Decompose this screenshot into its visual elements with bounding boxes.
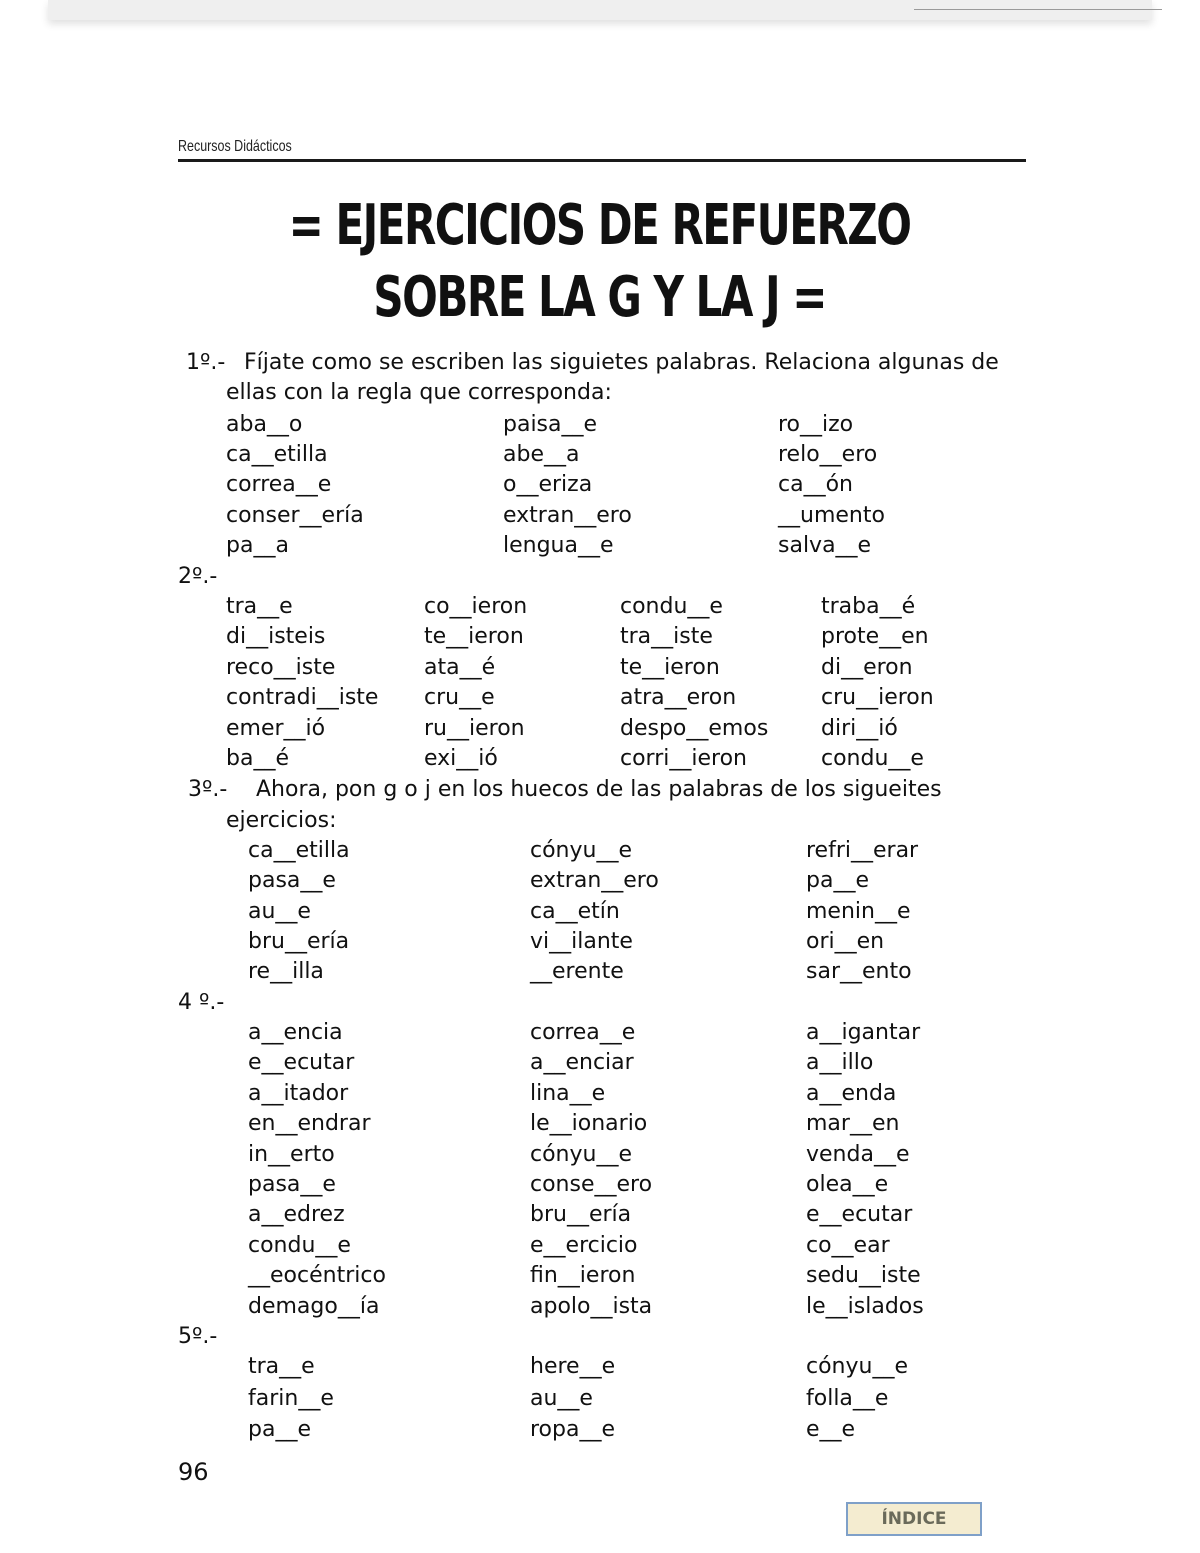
exercise-3-word: extran__ero xyxy=(530,868,659,894)
exercise-5-word: cónyu__e xyxy=(806,1354,908,1379)
exercise-4-word: olea__e xyxy=(806,1172,889,1197)
exercise-4-word: __eocéntrico xyxy=(248,1263,386,1289)
exercise-1-instruction-line-2: ellas con la regla que corresponda: xyxy=(226,380,612,405)
exercise-3-word: ori__en xyxy=(806,928,885,954)
exercise-1-word: relo__ero xyxy=(778,442,878,468)
header-rule xyxy=(178,159,1026,162)
exercise-5-word: e__e xyxy=(806,1417,856,1442)
exercise-2-word: te__ieron xyxy=(424,624,524,650)
exercise-5-word: pa__e xyxy=(248,1417,311,1442)
exercise-3-word: pasa__e xyxy=(248,868,336,894)
exercise-3-word: ca__etín xyxy=(530,898,620,924)
exercise-1-word: extran__ero xyxy=(503,502,632,528)
exercise-1-word: ro__izo xyxy=(778,412,854,437)
exercise-4-word: a__enda xyxy=(806,1080,897,1106)
exercise-3-instruction-line-2: ejercicios: xyxy=(226,808,337,833)
exercise-1-word: lengua__e xyxy=(503,532,614,558)
exercise-4-word: condu__e xyxy=(248,1232,351,1258)
exercise-4-word: a__enciar xyxy=(530,1050,634,1076)
exercise-4-label: 4 º.- xyxy=(178,990,225,1015)
exercise-2-word: ba__é xyxy=(226,746,289,771)
exercise-4-word: a__itador xyxy=(248,1080,349,1106)
exercise-2-word: tra__iste xyxy=(620,624,713,650)
exercise-3-label: 3º.- xyxy=(188,777,228,802)
exercise-5-word: au__e xyxy=(530,1385,593,1411)
exercise-1-word: pa__a xyxy=(226,532,289,558)
exercise-3-word: __erente xyxy=(530,959,624,985)
exercise-2-word: traba__é xyxy=(821,594,916,619)
page-title-line-2: SOBRE LA G Y LA J = xyxy=(373,265,827,330)
exercise-5-word: farin__e xyxy=(248,1385,334,1411)
exercise-1-word: correa__e xyxy=(226,472,332,498)
exercise-4-word: correa__e xyxy=(530,1020,636,1045)
exercise-1-word: aba__o xyxy=(226,412,303,437)
exercise-1-word: o__eriza xyxy=(503,472,593,498)
exercise-3-word: ca__etilla xyxy=(248,838,350,863)
exercise-3-word: sar__ento xyxy=(806,959,912,985)
exercise-4-word: co__ear xyxy=(806,1232,890,1258)
exercise-2-word: cru__e xyxy=(424,685,495,711)
exercise-4-word: fin__ieron xyxy=(530,1263,636,1289)
exercise-1-instruction-line-1: Fíjate como se escriben las siguietes palabras. Relaciona algunas de xyxy=(244,350,999,375)
exercise-3-word: refri__erar xyxy=(806,838,919,863)
exercise-4-word: en__endrar xyxy=(248,1111,371,1137)
exercise-4-word: le__ionario xyxy=(530,1111,648,1137)
exercise-4-word: a__encia xyxy=(248,1020,343,1045)
exercise-5-word: here__e xyxy=(530,1354,616,1379)
exercise-4-word: lina__e xyxy=(530,1080,606,1106)
exercise-3-word: re__illa xyxy=(248,959,324,985)
toolbar-divider xyxy=(914,9,1162,10)
exercise-2-word: co__ieron xyxy=(424,594,528,619)
exercise-4-word: conse__ero xyxy=(530,1172,653,1197)
exercise-4-word: pasa__e xyxy=(248,1172,336,1197)
exercise-2-word: condu__e xyxy=(821,746,924,771)
exercise-2-label: 2º.- xyxy=(178,564,218,589)
exercise-3-word: pa__e xyxy=(806,868,869,894)
exercise-2-word: emer__ió xyxy=(226,715,326,741)
exercise-4-word: e__ercicio xyxy=(530,1232,638,1258)
exercise-5-word: tra__e xyxy=(248,1354,315,1379)
exercise-3-word: vi__ilante xyxy=(530,928,633,954)
exercise-2-word: atra__eron xyxy=(620,685,737,711)
exercise-3-word: cónyu__e xyxy=(530,838,632,863)
exercise-1-word: ca__ón xyxy=(778,472,853,498)
exercise-2-word: contradi__iste xyxy=(226,685,379,711)
exercise-2-word: tra__e xyxy=(226,594,293,619)
exercise-2-word: cru__ieron xyxy=(821,685,934,711)
exercise-3-word: menin__e xyxy=(806,898,911,924)
exercise-4-word: demago__ía xyxy=(248,1293,380,1319)
exercise-2-word: di__isteis xyxy=(226,624,326,650)
exercise-1-word: ca__etilla xyxy=(226,442,328,468)
exercise-4-word: a__igantar xyxy=(806,1020,921,1045)
exercise-1-word: paisa__e xyxy=(503,412,598,437)
running-header: Recursos Didácticos xyxy=(178,138,292,155)
exercise-2-word: condu__e xyxy=(620,594,723,619)
exercise-4-word: e__ecutar xyxy=(806,1202,913,1228)
exercise-4-word: a__edrez xyxy=(248,1202,345,1228)
exercise-1-word: conser__ería xyxy=(226,502,364,528)
exercise-1-word: salva__e xyxy=(778,532,872,558)
exercise-2-word: diri__ió xyxy=(821,715,898,741)
index-button[interactable]: ÍNDICE xyxy=(846,1502,982,1536)
exercise-2-word: di__eron xyxy=(821,654,913,680)
exercise-4-word: sedu__iste xyxy=(806,1263,921,1289)
exercise-5-word: folla__e xyxy=(806,1385,889,1411)
exercise-4-word: bru__ería xyxy=(530,1202,632,1228)
exercise-4-word: venda__e xyxy=(806,1141,910,1167)
exercise-5-word: ropa__e xyxy=(530,1417,616,1442)
exercise-1-label: 1º.- xyxy=(186,350,226,375)
exercise-4-word: a__illo xyxy=(806,1050,874,1076)
exercise-3-instruction-line-1: Ahora, pon g o j en los huecos de las palabras de los sigueites xyxy=(256,777,942,802)
exercise-4-word: e__ecutar xyxy=(248,1050,355,1076)
exercise-1-word: abe__a xyxy=(503,442,580,468)
exercise-2-word: ata__é xyxy=(424,654,496,680)
page-number: 96 xyxy=(178,1458,209,1486)
exercise-4-word: mar__en xyxy=(806,1111,900,1137)
exercise-4-word: le__islados xyxy=(806,1293,924,1319)
exercise-4-word: in__erto xyxy=(248,1141,335,1167)
exercise-4-word: apolo__ista xyxy=(530,1293,653,1319)
exercise-1-word: __umento xyxy=(778,502,885,528)
exercise-3-word: au__e xyxy=(248,898,311,924)
exercise-5-label: 5º.- xyxy=(178,1324,218,1349)
exercise-2-word: reco__iste xyxy=(226,654,336,680)
exercise-2-word: te__ieron xyxy=(620,654,720,680)
page-title-line-1: = EJERCICIOS DE REFUERZO xyxy=(289,193,911,258)
exercise-4-word: cónyu__e xyxy=(530,1141,632,1167)
exercise-2-word: exi__ió xyxy=(424,746,498,771)
browser-toolbar xyxy=(48,0,1152,20)
exercise-2-word: corri__ieron xyxy=(620,746,747,771)
exercise-2-word: ru__ieron xyxy=(424,715,525,741)
exercise-2-word: despo__emos xyxy=(620,715,769,741)
exercise-3-word: bru__ería xyxy=(248,928,350,954)
exercise-2-word: prote__en xyxy=(821,624,929,650)
